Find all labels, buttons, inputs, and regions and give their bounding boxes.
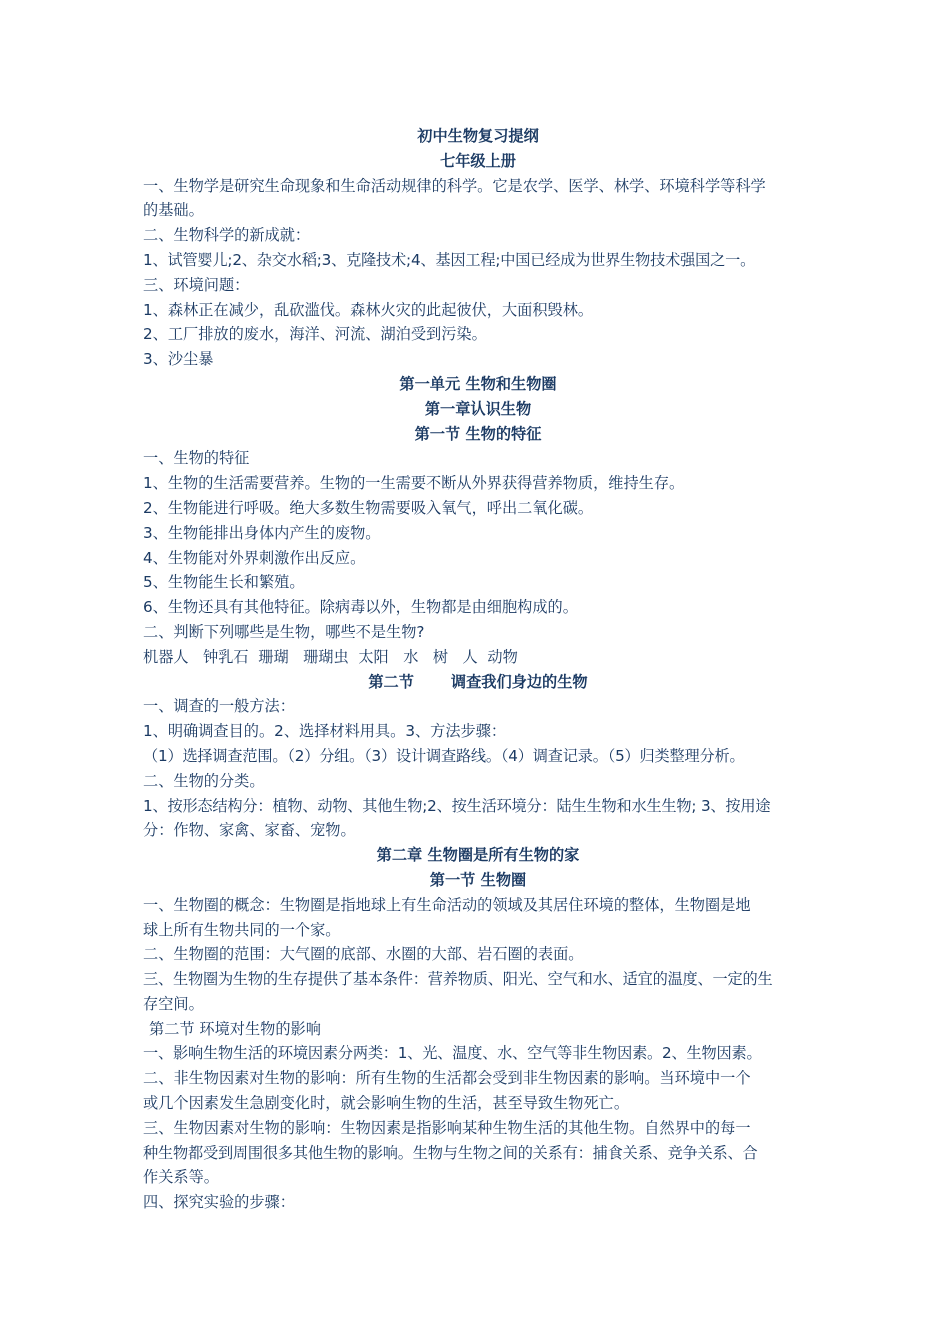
- paragraph-line: 4、生物能对外界刺激作出反应。: [143, 548, 366, 567]
- paragraph-line: 5、生物能生长和繁殖。: [143, 573, 305, 592]
- paragraph-line: 1、按形态结构分：植物、动物、其他生物;2、按生活环境分：陆生生物和水生生物; 3、按用途: [143, 796, 771, 815]
- paragraph-line: 3、沙尘暴: [143, 350, 214, 369]
- paragraph-line: 2、工厂排放的废水，海洋、河流、湖泊受到污染。: [143, 325, 487, 344]
- paragraph-line: 作关系等。: [143, 1168, 219, 1187]
- doc-title: 初中生物复习提纲: [417, 127, 539, 145]
- section-heading: 第一节 生物圈: [429, 870, 527, 889]
- paragraph-line: 1、试管婴儿;2、杂交水稻;3、克隆技术;4、基因工程;中国已经成为世界生物技术强国之一。: [143, 250, 756, 269]
- paragraph-line: 分：作物、家禽、家畜、宠物。: [143, 821, 356, 840]
- paragraph-line: 一、生物圈的概念：生物圈是指地球上有生命活动的领域及其居住环境的整体，生物圈是地: [143, 895, 751, 914]
- paragraph-line: 二、生物科学的新成就：: [143, 226, 311, 245]
- paragraph-line: 一、影响生物生活的环境因素分两类：1、光、温度、水、空气等非生物因素。2、生物因素。: [143, 1044, 762, 1063]
- doc-subtitle: 七年级上册: [440, 151, 516, 170]
- paragraph-line: 三、生物因素对生物的影响：生物因素是指影响某种生物生活的其他生物。自然界中的每一: [143, 1118, 751, 1137]
- paragraph-line: 1、明确调查目的。2、选择材料用具。3、方法步骤：: [143, 722, 507, 741]
- paragraph-line: 一、生物学是研究生命现象和生命活动规律的科学。它是农学、医学、林学、环境科学等科学: [143, 176, 766, 195]
- paragraph-line: 球上所有生物共同的一个家。: [143, 920, 341, 939]
- paragraph-line: 存空间。: [143, 994, 204, 1013]
- section-heading: 第一节 生物的特征: [414, 424, 542, 443]
- paragraph-line: 二、非生物因素对生物的影响：所有生物的生活都会受到非生物因素的影响。当环境中一个: [143, 1069, 751, 1088]
- unit-heading: 第一单元 生物和生物圈: [399, 374, 557, 393]
- chapter-heading: 第二章 生物圈是所有生物的家: [376, 846, 580, 865]
- paragraph-line: 三、环境问题：: [143, 275, 250, 294]
- section-subheading: 第二节 环境对生物的影响: [149, 1019, 321, 1038]
- paragraph-line: 四、探究实验的步骤：: [143, 1193, 295, 1212]
- paragraph-line: 三、生物圈为生物的生存提供了基本条件：营养物质、阳光、空气和水、适宜的温度、一定的生: [143, 970, 773, 989]
- chapter-heading: 第一章认识生物: [424, 399, 532, 418]
- paragraph-line: 种生物都受到周围很多其他生物的影响。生物与生物之间的关系有：捕食关系、竞争关系、合: [143, 1143, 758, 1162]
- paragraph-line: 3、生物能排出身体内产生的废物。: [143, 523, 381, 542]
- paragraph-line: 1、生物的生活需要营养。生物的一生需要不断从外界获得营养物质，维持生存。: [143, 474, 685, 493]
- paragraph-line: 二、生物的分类。: [143, 771, 265, 790]
- document-page: [143, 124, 813, 1215]
- paragraph-line: （1）选择调查范围。（2）分组。（3）设计调查路线。（4）调查记录。（5）归类整理分析。: [143, 746, 745, 765]
- paragraph-line: 一、生物的特征: [143, 449, 250, 468]
- paragraph-line: 的基础。: [143, 201, 204, 220]
- paragraph-line: 或几个因素发生急剧变化时，就会影响生物的生活，甚至导致生物死亡。: [143, 1094, 629, 1113]
- paragraph-line: 机器人 钟乳石 珊瑚 珊瑚虫 太阳 水 树 人 动物: [143, 647, 518, 666]
- paragraph-line: 2、生物能进行呼吸。绝大多数生物需要吸入氧气，呼出二氧化碳。: [143, 498, 594, 517]
- paragraph-line: 1、森林正在减少，乱砍滥伐。森林火灾的此起彼伏，大面积毁林。: [143, 300, 594, 319]
- paragraph-line: 一、调查的一般方法：: [143, 697, 295, 716]
- section-heading: 第二节 调查我们身边的生物: [368, 672, 588, 691]
- paragraph-line: 二、生物圈的范围：大气圈的底部、水圈的大部、岩石圈的表面。: [143, 945, 584, 964]
- paragraph-line: 二、判断下列哪些是生物，哪些不是生物?: [143, 622, 425, 641]
- paragraph-line: 6、生物还具有其他特征。除病毒以外，生物都是由细胞构成的。: [143, 598, 578, 617]
